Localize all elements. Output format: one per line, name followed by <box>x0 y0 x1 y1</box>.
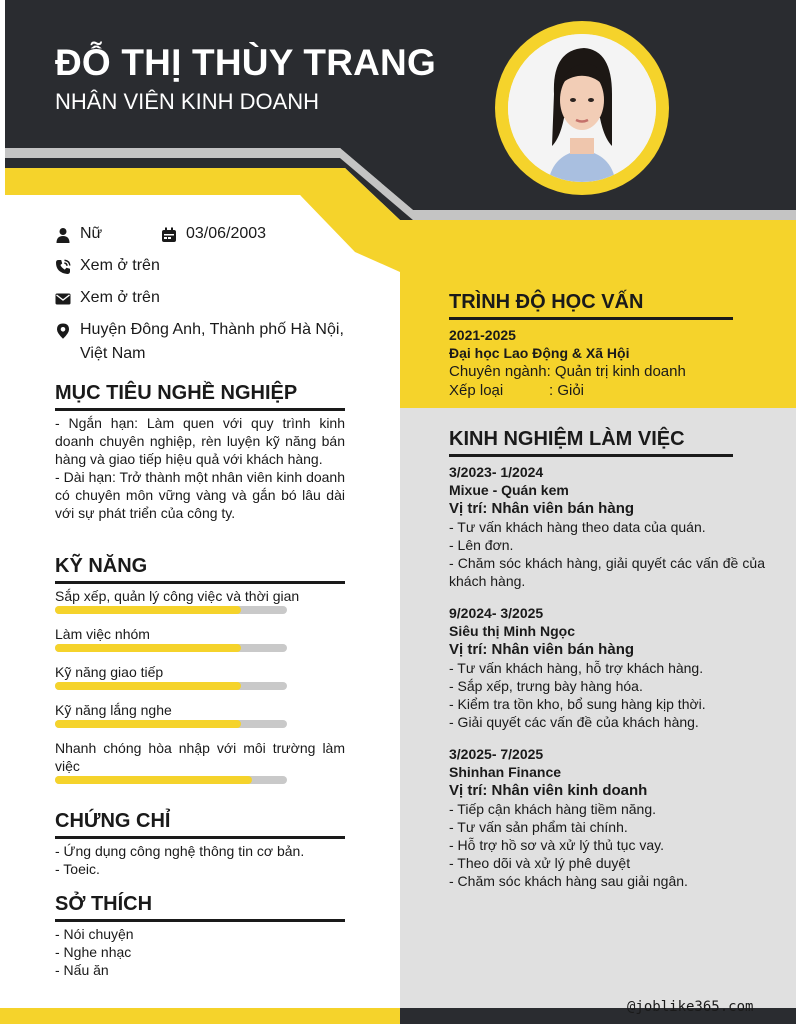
education-block <box>449 326 765 400</box>
email-icon <box>55 291 71 307</box>
skill-bar-fill <box>55 720 241 728</box>
education-period: 2021-2025 <box>449 327 516 343</box>
job-task: - Hỗ trợ hồ sơ và xử lý thủ tục vay. <box>449 837 664 853</box>
education-major: Chuyên ngành: Quản trị kinh doanh <box>449 363 686 380</box>
skill-bar-fill <box>55 776 252 784</box>
job-task: - Sắp xếp, trưng bày hàng hóa. <box>449 678 643 694</box>
skill-bar <box>55 720 287 728</box>
skills-title: KỸ NĂNG <box>55 555 148 577</box>
certificates-divider <box>55 836 345 839</box>
footer-watermark: @joblike365.com <box>627 999 754 1015</box>
grade-label: Xếp loại <box>449 382 504 399</box>
objective-text <box>55 414 345 522</box>
skill-bar <box>55 644 287 652</box>
skill-label: Làm việc nhóm <box>55 626 150 642</box>
contact-birthdate <box>161 225 266 246</box>
experience-divider <box>449 454 733 457</box>
certificates-title: CHỨNG CHỈ <box>55 810 171 832</box>
job-role: Vị trí: Nhân viên bán hàng <box>449 500 635 517</box>
skill-label: Kỹ năng giao tiếp <box>55 664 164 680</box>
contact-phone <box>55 257 160 278</box>
job-period: 9/2024- 3/2025 <box>449 605 544 621</box>
skill-bar <box>55 682 287 690</box>
footer-yellow-band <box>0 1008 400 1024</box>
phone-text: Xem ở trên <box>80 257 160 274</box>
job-role: Vị trí: Nhân viên kinh doanh <box>449 782 648 799</box>
job-task: - Theo dõi và xử lý phê duyệt <box>449 855 631 871</box>
page-left-edge <box>0 0 5 1024</box>
skill-bar <box>55 776 287 784</box>
education-divider <box>449 317 733 320</box>
candidate-name: ĐỖ THỊ THÙY TRANG <box>55 42 436 83</box>
job-role: Vị trí: Nhân viên bán hàng <box>449 641 635 658</box>
skill-bar-fill <box>55 606 241 614</box>
avatar <box>495 21 669 195</box>
location-icon <box>55 323 71 339</box>
skill-label: Sắp xếp, quản lý công việc và thời gian <box>55 588 300 604</box>
job-task: - Kiểm tra tồn kho, bổ sung hàng kịp thời. <box>449 696 706 712</box>
job-task: - Tư vấn sản phẩm tài chính. <box>449 819 628 835</box>
skill-bar-fill <box>55 644 241 652</box>
email-text: Xem ở trên <box>80 289 160 306</box>
job-period: 3/2023- 1/2024 <box>449 464 544 480</box>
birthdate-text: 03/06/2003 <box>186 225 267 242</box>
hobbies-divider <box>55 919 345 922</box>
calendar-icon <box>161 227 177 243</box>
certificates-list <box>55 842 304 878</box>
education-grade <box>449 381 765 400</box>
hobbies-title: SỞ THÍCH <box>55 893 153 915</box>
objective-short-term: - Ngắn hạn: Làm quen với quy trình kinh doanh chuyên nghiệp, rèn luyện kỹ năng bán hàng và giao tiếp hiệu quả với khách hàng. <box>55 415 345 467</box>
address-text: Huyện Đông Anh, Thành phố Hà Nội, Việt Nam <box>80 321 344 362</box>
avatar-photo <box>508 34 656 182</box>
skill-item <box>55 701 345 719</box>
skill-bar-fill <box>55 682 241 690</box>
skill-bar <box>55 606 287 614</box>
job-period: 3/2025- 7/2025 <box>449 746 544 762</box>
contact-email <box>55 289 160 310</box>
certificate-item: - Toeic. <box>55 861 100 877</box>
job-block <box>449 463 765 590</box>
user-icon <box>55 227 71 243</box>
grade-value: : Giỏi <box>549 382 585 399</box>
job-task: - Tư vấn khách hàng theo data của quán. <box>449 519 706 535</box>
hobby-item: - Nói chuyện <box>55 926 134 942</box>
education-school: Đại học Lao Động & Xã Hội <box>449 345 630 361</box>
certificate-item: - Ứng dụng công nghệ thông tin cơ bản. <box>55 843 305 859</box>
job-company: Siêu thị Minh Ngọc <box>449 623 575 639</box>
contact-address <box>55 321 345 366</box>
skill-item <box>55 625 345 643</box>
contact-gender <box>55 225 102 246</box>
job-task: - Lên đơn. <box>449 537 514 553</box>
job-task: - Chăm sóc khách hàng, giải quyết các vấn đề của khách hàng. <box>449 555 765 589</box>
candidate-title: NHÂN VIÊN KINH DOANH <box>55 89 320 114</box>
job-block <box>449 604 765 731</box>
skill-item <box>55 739 345 775</box>
hobbies-list <box>55 925 134 979</box>
hobby-item: - Nghe nhạc <box>55 944 132 960</box>
skills-divider <box>55 581 345 584</box>
phone-icon <box>55 259 71 275</box>
job-task: - Tư vấn khách hàng, hỗ trợ khách hàng. <box>449 660 704 676</box>
job-company: Mixue - Quán kem <box>449 482 569 498</box>
gender-text: Nữ <box>80 225 103 242</box>
skill-label: Nhanh chóng hòa nhập với môi trường làm việc <box>55 740 345 774</box>
job-block <box>449 745 765 890</box>
job-task: - Chăm sóc khách hàng sau giải ngân. <box>449 873 688 889</box>
hobby-item: - Nấu ăn <box>55 962 109 978</box>
experience-title: KINH NGHIỆM LÀM VIỆC <box>449 428 685 450</box>
objective-long-term: - Dài hạn: Trở thành một nhân viên kinh doanh có chuyên môn vững vàng và gắn bó lâu dài với sự phát triển của công ty. <box>55 469 345 521</box>
job-task: - Giải quyết các vấn đề của khách hàng. <box>449 714 699 730</box>
skill-item <box>55 663 345 681</box>
job-company: Shinhan Finance <box>449 764 562 780</box>
objective-divider <box>55 408 345 411</box>
skill-item <box>55 587 345 605</box>
objective-title: MỤC TIÊU NGHỀ NGHIỆP <box>55 382 298 404</box>
education-title: TRÌNH ĐỘ HỌC VẤN <box>449 291 644 313</box>
job-task: - Tiếp cận khách hàng tiềm năng. <box>449 801 657 817</box>
person-portrait-icon <box>508 34 656 182</box>
skill-label: Kỹ năng lắng nghe <box>55 702 172 718</box>
